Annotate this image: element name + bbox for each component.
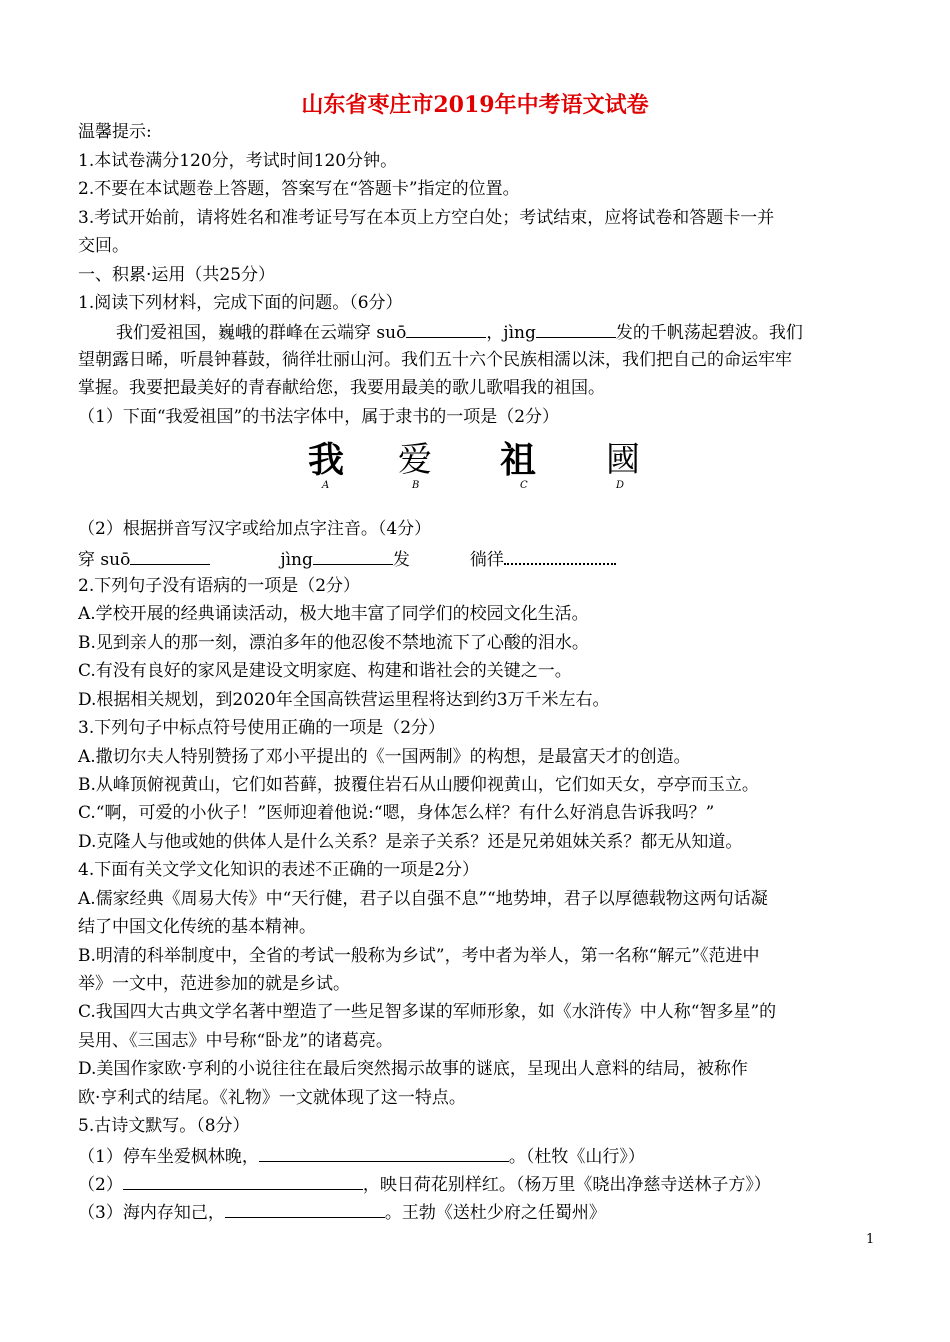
- poem-text: （3）海内存知己，: [78, 1203, 225, 1223]
- q5-line-1: [78, 1145, 645, 1167]
- q1-sub-1: （1）下面“我爱祖国”的书法字体中，属于隶书的一项是（2分）: [78, 407, 560, 427]
- q2-stem: 2.下列句子没有语病的一项是（2分）: [78, 576, 361, 596]
- calligraphy-char-a: 我: [308, 440, 345, 481]
- calligraphy-options: [300, 432, 650, 497]
- q5-stem: 5.古诗文默写。（8分）: [78, 1116, 250, 1136]
- passage-text: 发的千帆荡起碧波。我们: [615, 323, 803, 343]
- q4-option-a: A.儒家经典《周易大传》中“天行健，君子以自强不息”“地势坤，君子以厚德载物这两句话凝: [78, 889, 768, 909]
- q5-line-3: [78, 1201, 606, 1223]
- poem-text: （2）: [78, 1175, 123, 1195]
- q4-option-b-cont: 举》一文中，范进参加的就是乡试。: [78, 974, 350, 994]
- notes-heading: 温馨提示:: [78, 122, 152, 142]
- calligraphy-char-d: 國: [606, 440, 640, 480]
- q1-passage-line-2: 望朝露日晞，听晨钟暮鼓，徜徉壮丽山河。我们五十六个民族相濡以沫，我们把自己的命运牢牢: [78, 350, 792, 370]
- answer-blank[interactable]: [225, 1201, 385, 1218]
- q1-fill-row: [78, 547, 616, 570]
- q2-option-c: C.有没有良好的家风是建设文明家庭、构建和谐社会的关键之一。: [78, 661, 572, 681]
- note-1: 1.本试卷满分120分，考试时间120分钟。: [78, 151, 398, 171]
- passage-text: ，jìng: [486, 323, 536, 343]
- q1-stem: 1.阅读下列材料，完成下面的问题。（6分）: [78, 293, 403, 313]
- q1-passage-line-1: [116, 321, 803, 343]
- q4-stem: 4.下面有关文学文化知识的表述不正确的一项是2分）: [78, 860, 480, 880]
- calligraphy-label-c: C: [520, 480, 528, 491]
- answer-blank[interactable]: [259, 1145, 509, 1162]
- q4-option-a-cont: 结了中国文化传统的基本精神。: [78, 917, 316, 937]
- q3-option-a: A.撒切尔夫人特别赞扬了邓小平提出的《一国两制》的构想，是最富天才的创造。: [78, 747, 691, 767]
- q3-option-d: D.克隆人与他或她的供体人是什么关系？是亲子关系？还是兄弟姐妹关系？都无从知道。: [78, 832, 743, 852]
- note-3-cont: 交回。: [78, 236, 129, 256]
- q3-option-c: C.“啊，可爱的小伙子！”医师迎着他说:“嗯，身体怎么样？有什么好消息告诉我吗？”: [78, 803, 715, 823]
- page-number: 1: [866, 1232, 875, 1247]
- q4-option-b: B.明清的科举制度中，全省的考试一般称为乡试”，考中者为举人，第一名称“解元”《范进中: [78, 946, 760, 966]
- calligraphy-label-b: B: [412, 480, 420, 491]
- q1-sub-2: （2）根据拼音写汉字或给加点字注音。（4分）: [78, 519, 432, 539]
- poem-text: 。王勃《送杜少府之任蜀州》: [384, 1203, 606, 1223]
- q3-option-b: B.从峰顶俯视黄山，它们如苔藓，披覆住岩石从山腰仰视黄山，它们如天女，亭亭而玉立。: [78, 775, 759, 795]
- answer-blank[interactable]: [130, 548, 210, 565]
- poem-text: ，映日荷花别样红。（杨万里《晓出净慈寺送林子方》）: [362, 1175, 771, 1195]
- answer-blank[interactable]: [123, 1173, 363, 1190]
- q4-option-c-cont: 吴用、《三国志》中号称“卧龙”的诸葛亮。: [78, 1031, 393, 1051]
- note-2: 2.不要在本试题卷上答题，答案写在“答题卡”指定的位置。: [78, 179, 520, 199]
- calligraphy-char-c: 祖: [500, 440, 537, 481]
- fill-word-2: jìng: [280, 550, 313, 570]
- poem-text: （1）停车坐爱枫林晚，: [78, 1147, 259, 1167]
- q4-option-c: C.我国四大古典文学名著中塑造了一些足智多谋的军师形象，如《水浒传》中人称“智多星”的: [78, 1002, 777, 1022]
- q2-option-b: B.见到亲人的那一刻，漂泊多年的他忍俊不禁地流下了心酸的泪水。: [78, 633, 589, 653]
- page-title: 山东省枣庄市2019年中考语文试卷: [301, 92, 649, 118]
- section-heading: 一、积累·运用（共25分）: [78, 265, 276, 285]
- answer-blank[interactable]: [536, 321, 616, 338]
- fill-word-3: 徜徉: [469, 550, 504, 570]
- answer-blank[interactable]: [504, 547, 616, 565]
- answer-blank[interactable]: [313, 548, 393, 565]
- q4-option-d-cont: 欧·亨利式的结尾。《礼物》一文就体现了这一特点。: [78, 1088, 466, 1108]
- q4-option-d: D.美国作家欧·亨利的小说往往在最后突然揭示故事的谜底，呈现出人意料的结局，被称作: [78, 1059, 748, 1079]
- q2-option-d: D.根据相关规划，到2020年全国高铁营运里程将达到约3万千米左右。: [78, 690, 610, 710]
- calligraphy-label-a: A: [322, 480, 330, 491]
- calligraphy-char-b: 爱: [398, 440, 432, 480]
- q5-line-2: [78, 1173, 771, 1195]
- answer-blank[interactable]: [406, 321, 486, 338]
- fill-word-2-tail: 发: [392, 550, 410, 570]
- q1-passage-line-3: 掌握。我要把最美好的青春献给您，我要用最美的歌儿歌唱我的祖国。: [78, 378, 605, 398]
- fill-word-1: 穿 suō: [78, 550, 131, 570]
- note-3: 3.考试开始前，请将姓名和准考证号写在本页上方空白处；考试结束，应将试卷和答题卡一并: [78, 208, 775, 228]
- q2-option-a: A.学校开展的经典诵读活动，极大地丰富了同学们的校园文化生活。: [78, 604, 589, 624]
- poem-text: 。（杜牧《山行》）: [508, 1147, 645, 1167]
- q3-stem: 3.下列句子中标点符号使用正确的一项是（2分）: [78, 718, 446, 738]
- calligraphy-label-d: D: [616, 480, 625, 491]
- passage-text: 我们爱祖国，巍峨的群峰在云端穿 suō: [116, 323, 407, 343]
